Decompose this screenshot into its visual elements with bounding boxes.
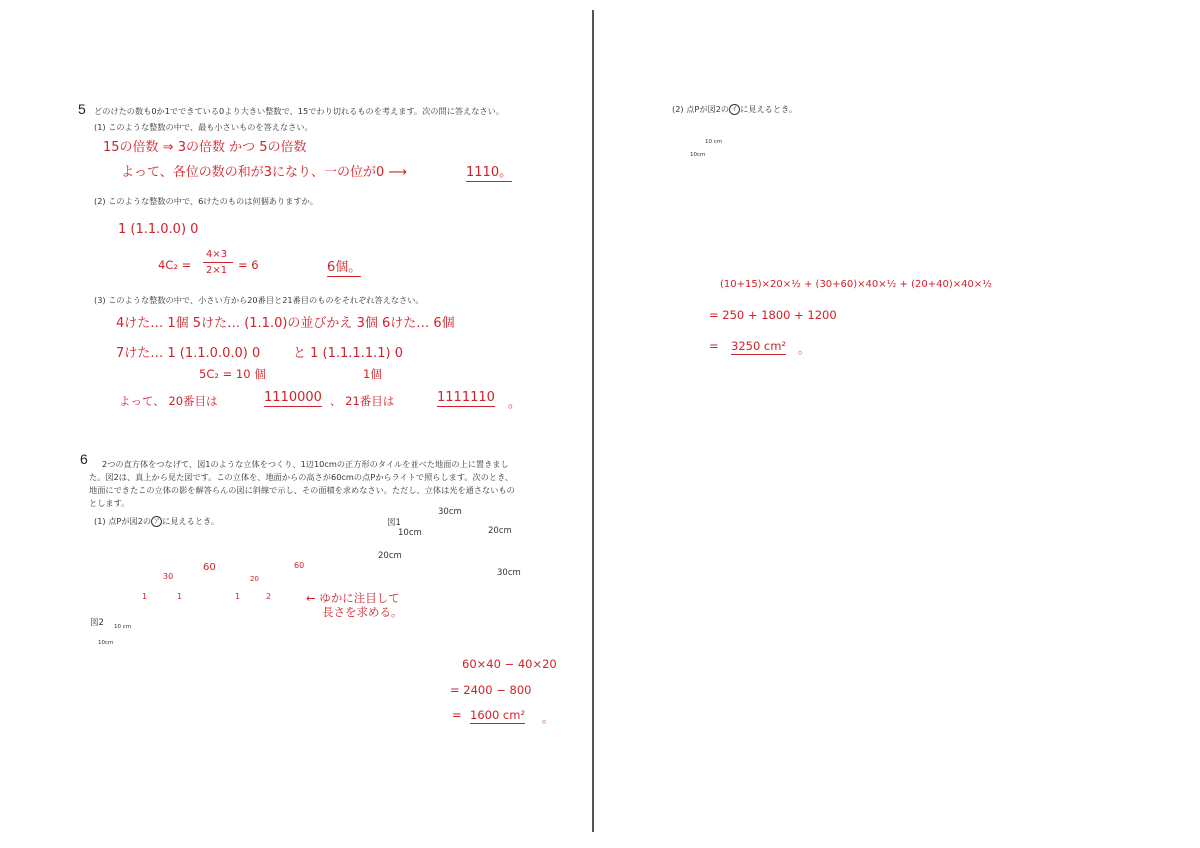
grid2-tick-left: 10cm: [690, 152, 706, 158]
q5-2-answer: 6個。: [327, 256, 361, 277]
tri1-base2: 1: [177, 592, 183, 601]
q6-2-prompt-a: (2) 点Pが図2の: [672, 104, 730, 114]
q5-3-work-line2a: 7けた… 1 (1.1.0.0.0) 0: [116, 346, 261, 361]
q5-2-frac-den: 2×1: [206, 265, 228, 276]
q6-1-end-mark: 。: [542, 711, 554, 725]
q5-3-prompt: (3) このような整数の中で、小さい方から20番目と21番目のものをそれぞれ答えなさい。: [94, 295, 424, 305]
q6-2-calc-line2: = 250 + 1800 + 1200: [709, 308, 837, 322]
q5-3-work-line4a: よって、 20番目は: [119, 394, 218, 408]
q6-1-prompt: [94, 516, 219, 527]
q6-1-calc-line1: 60×40 − 40×20: [462, 657, 557, 671]
point-mark-a: ア: [151, 516, 162, 527]
q6-1-note-line2: 長さを求める。: [322, 605, 403, 619]
q5-1-answer: 1110。: [466, 161, 512, 182]
q6-stem-line2: た。図2は、真上から見た図です。この立体を、地面からの高さが60cmの点Pからライトで照らします。次のとき、: [89, 472, 514, 482]
fig1-label: 図1: [387, 518, 401, 528]
grid2-tick-top: 10 cm: [705, 139, 723, 145]
q6-1-calc-eq: =: [452, 708, 462, 722]
q6-2-prompt: [672, 104, 797, 115]
fig2-label: 図2: [90, 618, 104, 628]
q5-2-work-line1: 1 (1.1.0.0) 0: [118, 222, 199, 237]
q6-2-prompt-b: に見えるとき。: [740, 104, 798, 114]
q5-2-prompt: (2) このような整数の中で、6けたのものは何個ありますか。: [94, 196, 318, 206]
fig2-point-p-mark: [300, 658, 308, 666]
fig1-step: [420, 533, 445, 545]
q5-number: 5: [78, 101, 86, 117]
q6-stem-line1: 2つの直方体をつなげて、図1のような立体をつくり、1辺10cmの正方形のタイルを並べた地面の上に置きまし: [102, 459, 509, 469]
triangle-2: [220, 533, 292, 592]
q6-2-point-p-mark: [837, 149, 845, 157]
fig2-tick-top: 10 cm: [114, 624, 132, 630]
fig2-tick-left: 10cm: [98, 640, 114, 646]
q5-2-comb-rhs: = 6: [238, 258, 259, 272]
q5-3-work-line1: 4けた… 1個 5けた… (1.1.0)の並びかえ 3個 6けた… 6個: [116, 316, 455, 331]
q6-number: 6: [80, 451, 88, 467]
q5-3-answer-21: 1111110: [437, 390, 495, 405]
tri1-height: 60: [203, 562, 216, 573]
q5-stem: どのけたの数も0か1でできている0より大きい整数で、15でわり切れるものを考えます。次の問に答えなさい。: [94, 106, 505, 116]
tri2-height: 60: [294, 561, 305, 570]
q5-3-work-line4b: 、 21番目は: [330, 394, 395, 408]
tri1-base1: 1: [142, 592, 148, 601]
tri2-base2: 2: [266, 592, 272, 601]
q5-2-comb-lhs: 4C₂ =: [158, 258, 192, 272]
q5-3-work-line3a: 5C₂ = 10 個: [199, 367, 266, 381]
q6-1-calc-line2: = 2400 − 800: [450, 683, 532, 697]
fig1-dim-depth: 30cm: [497, 568, 521, 578]
triangle-1-brace: [200, 530, 206, 592]
q5-1-prompt: (1) このような整数の中で、最も小さいものを答えなさい。: [94, 122, 313, 132]
q5-3-answer-20: 1110000: [264, 390, 322, 405]
q6-1-answer: 1600 cm²: [470, 708, 526, 722]
point-mark-i: イ: [729, 104, 740, 115]
q6-2-calc-line1: (10+15)×20×½ + (30+60)×40×½ + (20+40)×40×½: [720, 279, 992, 290]
q5-3-work-line3b: 1個: [363, 367, 382, 381]
q6-1-note-line1: ← ゆかに注目して: [306, 591, 400, 605]
q6-stem-line4: とします。: [89, 498, 130, 508]
tri2-base1: 1: [235, 592, 241, 601]
q6-2-answer: 3250 cm²: [731, 339, 787, 353]
q6-1-prompt-a: (1) 点Pが図2の: [94, 516, 152, 526]
fig1-dim-step: 10cm: [398, 528, 422, 538]
fig1-dim-top: 30cm: [438, 507, 462, 517]
q5-3-work-line2b: と 1 (1.1.1.1.1) 0: [293, 346, 403, 361]
q6-stem-line3: 地面にできたこの立体の影を解答らんの図に斜線で示し、その面積を求めなさい。ただし、立体は光を通さないもの: [89, 485, 515, 495]
q6-2-end-mark: 。: [798, 342, 810, 356]
q6-1-prompt-b: に見えるとき。: [162, 516, 220, 526]
triangle-1: [122, 530, 198, 592]
q5-2-frac-bar: [203, 262, 233, 263]
q5-2-frac-num: 4×3: [206, 249, 228, 260]
tri2-mid: 20: [250, 575, 259, 583]
q5-1-work-line2: よって、各位の数の和が3になり、一の位が0 ⟶: [121, 165, 408, 180]
page-divider: [592, 10, 594, 832]
q5-3-end-mark: 。: [508, 396, 522, 411]
fig1-dim-right: 20cm: [488, 526, 512, 536]
q6-2-calc-eq: =: [709, 339, 719, 353]
q5-1-work-line1: 15の倍数 ⇒ 3の倍数 かつ 5の倍数: [103, 140, 307, 155]
tri1-mid: 30: [163, 572, 174, 581]
fig1-dim-left: 20cm: [378, 551, 402, 561]
